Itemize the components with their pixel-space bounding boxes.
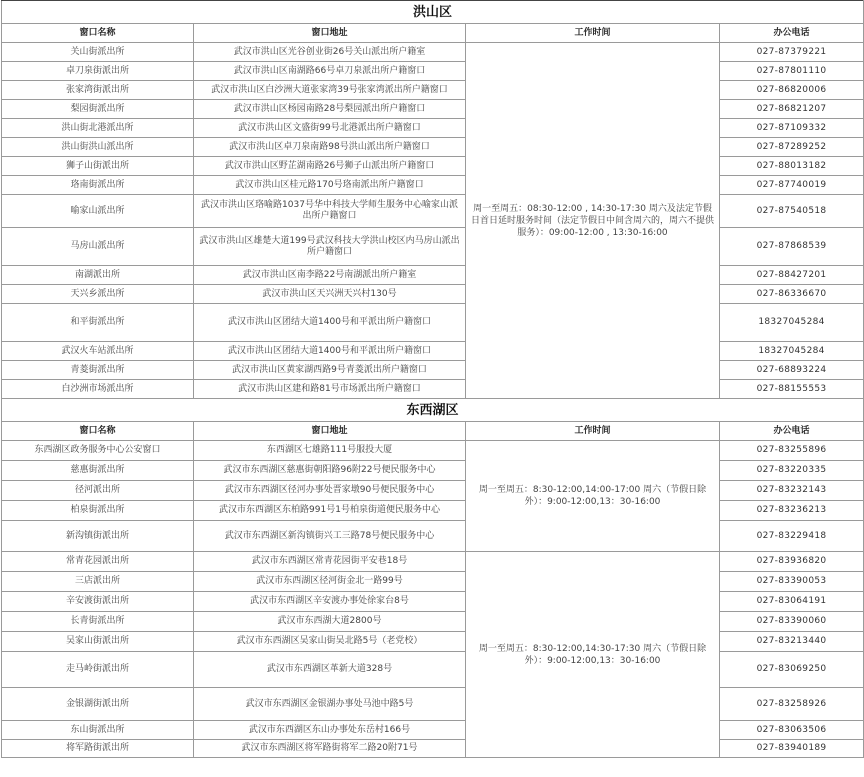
office-phone: 027-86821207: [720, 100, 864, 119]
window-name: 将军路街派出所: [2, 740, 194, 758]
window-address: 武汉市东西湖区径河街金北一路99号: [194, 572, 466, 592]
table-row: [2, 521, 864, 552]
window-address: 武汉市东西湖区新沟镇街兴工三路78号便民服务中心: [194, 521, 466, 552]
window-address: 武汉市东西湖区径河办事处晋家墩90号便民服务中心: [194, 481, 466, 501]
window-name: 喻家山派出所: [2, 195, 194, 228]
office-phone: 027-83069250: [720, 652, 864, 688]
window-address: 武汉市东西湖区金银湖办事处马池中路5号: [194, 688, 466, 721]
section-title-row: [2, 1, 864, 24]
window-address: 武汉市洪山区桂元路170号珞南派出所户籍窗口: [194, 176, 466, 195]
window-name: 辛安渡街派出所: [2, 592, 194, 612]
window-name: 天兴乡派出所: [2, 285, 194, 304]
office-phone: 027-83229418: [720, 521, 864, 552]
window-name: 金银湖街派出所: [2, 688, 194, 721]
section-title: 东西湖区: [2, 399, 864, 422]
office-phone: 027-88427201: [720, 266, 864, 285]
table-row: [2, 652, 864, 688]
table-row: [2, 380, 864, 399]
office-phone: 027-83064191: [720, 592, 864, 612]
window-name: 和平街派出所: [2, 304, 194, 342]
header-office-phone: 办公电话: [720, 422, 864, 441]
window-address: 武汉市洪山区光谷创业街26号关山派出所户籍室: [194, 43, 466, 62]
window-address: 武汉市洪山区建和路81号市场派出所户籍窗口: [194, 380, 466, 399]
office-phone: 027-87109332: [720, 119, 864, 138]
office-phone: 027-87801110: [720, 62, 864, 81]
section-title-row: [2, 399, 864, 422]
table-row: [2, 119, 864, 138]
window-name: 马房山派出所: [2, 228, 194, 266]
window-address: 武汉市洪山区团结大道1400号和平派出所户籍窗口: [194, 342, 466, 361]
office-phone: 027-83940189: [720, 740, 864, 758]
window-address: 武汉市东西湖区革新大道328号: [194, 652, 466, 688]
window-name: 洪山街洪山派出所: [2, 138, 194, 157]
table-row: [2, 481, 864, 501]
table-row: [2, 632, 864, 652]
header-window-name: 窗口名称: [2, 24, 194, 43]
header-working-hours: 工作时间: [466, 422, 720, 441]
window-name: 梨园街派出所: [2, 100, 194, 119]
header-working-hours: 工作时间: [466, 24, 720, 43]
table-row: [2, 361, 864, 380]
window-name: 白沙洲市场派出所: [2, 380, 194, 399]
window-address: 武汉市东西湖区东山办事处东岳村166号: [194, 721, 466, 740]
table-row: [2, 612, 864, 632]
window-address: 武汉市东西湖区将军路街将军二路20附71号: [194, 740, 466, 758]
window-address: 武汉市东西湖区常青花园街平安巷18号: [194, 552, 466, 572]
window-name: 洪山街北港派出所: [2, 119, 194, 138]
window-name: 吴家山街派出所: [2, 632, 194, 652]
working-hours: 周一至周五：08:30-12:00 , 14:30-17:30 周六及法定节假日首日延时服务时间（法定节假日中间含周六的，周六不提供服务）：09:00-12:00 , 13:30-16:00: [466, 43, 720, 399]
table-row: [2, 81, 864, 100]
window-address: 武汉市东西湖大道2800号: [194, 612, 466, 632]
table-row: [2, 138, 864, 157]
office-phone: 027-87540518: [720, 195, 864, 228]
office-phone: 027-83390053: [720, 572, 864, 592]
header-office-phone: 办公电话: [720, 24, 864, 43]
table-header-row: [2, 422, 864, 441]
window-address: 武汉市洪山区野芷湖南路26号狮子山派出所户籍窗口: [194, 157, 466, 176]
window-name: 东西湖区政务服务中心公安窗口: [2, 441, 194, 461]
table-row: [2, 43, 864, 62]
table-row: [2, 688, 864, 721]
table-row: [2, 501, 864, 521]
office-phone: 027-83236213: [720, 501, 864, 521]
window-address: 武汉市洪山区珞喻路1037号华中科技大学师生服务中心喻家山派出所户籍窗口: [194, 195, 466, 228]
table-header-row: [2, 24, 864, 43]
window-name: 卓刀泉街派出所: [2, 62, 194, 81]
section-title: 洪山区: [2, 1, 864, 24]
window-name: 走马岭街派出所: [2, 652, 194, 688]
office-phone: 027-68893224: [720, 361, 864, 380]
office-phone: 027-83220335: [720, 461, 864, 481]
window-name: 长青街派出所: [2, 612, 194, 632]
table-row: [2, 157, 864, 176]
window-name: 关山街派出所: [2, 43, 194, 62]
table-row: [2, 592, 864, 612]
office-phone: 18327045284: [720, 304, 864, 342]
window-name: 慈惠街派出所: [2, 461, 194, 481]
window-address: 武汉市洪山区文盛街99号北港派出所户籍窗口: [194, 119, 466, 138]
office-phone: 027-86820006: [720, 81, 864, 100]
table-row: [2, 721, 864, 740]
office-phone: 027-83213440: [720, 632, 864, 652]
table-row: [2, 285, 864, 304]
table-row: [2, 195, 864, 228]
window-name: 武汉火车站派出所: [2, 342, 194, 361]
window-address: 武汉市洪山区南李路22号南湖派出所户籍室: [194, 266, 466, 285]
office-phone: 027-83255896: [720, 441, 864, 461]
window-name: 珞南街派出所: [2, 176, 194, 195]
window-address: 武汉市洪山区白沙洲大道张家湾39号张家湾派出所户籍窗口: [194, 81, 466, 100]
office-phone: 027-88013182: [720, 157, 864, 176]
header-window-name: 窗口名称: [2, 422, 194, 441]
table-row: [2, 461, 864, 481]
window-address: 武汉市洪山区天兴洲天兴村130号: [194, 285, 466, 304]
header-window-address: 窗口地址: [194, 422, 466, 441]
office-phone: 027-83390060: [720, 612, 864, 632]
table-row: [2, 304, 864, 342]
window-name: 张家湾街派出所: [2, 81, 194, 100]
table-row: [2, 552, 864, 572]
office-phone: 027-86336670: [720, 285, 864, 304]
window-address: 武汉市洪山区团结大道1400号和平派出所户籍窗口: [194, 304, 466, 342]
table-row: [2, 62, 864, 81]
table-row: [2, 176, 864, 195]
window-name: 常青花园派出所: [2, 552, 194, 572]
window-address: 武汉市洪山区南湖路66号卓刀泉派出所户籍窗口: [194, 62, 466, 81]
window-address: 东西湖区七雄路111号服投大厦: [194, 441, 466, 461]
window-address: 武汉市洪山区杨园南路28号梨园派出所户籍窗口: [194, 100, 466, 119]
window-address: 武汉市洪山区黄家湖西路9号青菱派出所户籍窗口: [194, 361, 466, 380]
table-row: [2, 342, 864, 361]
office-phone: 027-83258926: [720, 688, 864, 721]
header-window-address: 窗口地址: [194, 24, 466, 43]
window-name: 新沟镇街派出所: [2, 521, 194, 552]
office-phone: 027-83232143: [720, 481, 864, 501]
table-row: [2, 100, 864, 119]
window-name: 青菱街派出所: [2, 361, 194, 380]
office-phone: 027-87868539: [720, 228, 864, 266]
window-address: 武汉市东西湖区吴家山街吴北路5号（老党校）: [194, 632, 466, 652]
window-name: 南湖派出所: [2, 266, 194, 285]
table-row: [2, 266, 864, 285]
service-windows-table: [1, 0, 864, 758]
working-hours: 周一至周五：8:30-12:00,14:30-17:30 周六（节假日除外）：9:00-12:00,13：30-16:00: [466, 552, 720, 758]
window-address: 武汉市东西湖区慈惠街朝阳路96附22号便民服务中心: [194, 461, 466, 481]
office-phone: 027-88155553: [720, 380, 864, 399]
table-row: [2, 740, 864, 758]
table-row: [2, 572, 864, 592]
table-row: [2, 228, 864, 266]
window-address: 武汉市洪山区卓刀泉南路98号洪山派出所户籍窗口: [194, 138, 466, 157]
working-hours: 周一至周五：8:30-12:00,14:00-17:00 周六（节假日除外）：9:00-12:00,13：30-16:00: [466, 441, 720, 552]
window-name: 柏泉街派出所: [2, 501, 194, 521]
window-address: 武汉市东西湖区东柏路991号1号柏泉街道便民服务中心: [194, 501, 466, 521]
window-name: 三店派出所: [2, 572, 194, 592]
window-name: 东山街派出所: [2, 721, 194, 740]
office-phone: 18327045284: [720, 342, 864, 361]
office-phone: 027-87379221: [720, 43, 864, 62]
office-phone: 027-83063506: [720, 721, 864, 740]
window-address: 武汉市洪山区雄楚大道199号武汉科技大学洪山校区内马房山派出所户籍窗口: [194, 228, 466, 266]
office-phone: 027-83936820: [720, 552, 864, 572]
table-row: [2, 441, 864, 461]
window-name: 狮子山街派出所: [2, 157, 194, 176]
window-name: 径河派出所: [2, 481, 194, 501]
office-phone: 027-87740019: [720, 176, 864, 195]
office-phone: 027-87289252: [720, 138, 864, 157]
window-address: 武汉市东西湖区辛安渡办事处徐家台8号: [194, 592, 466, 612]
